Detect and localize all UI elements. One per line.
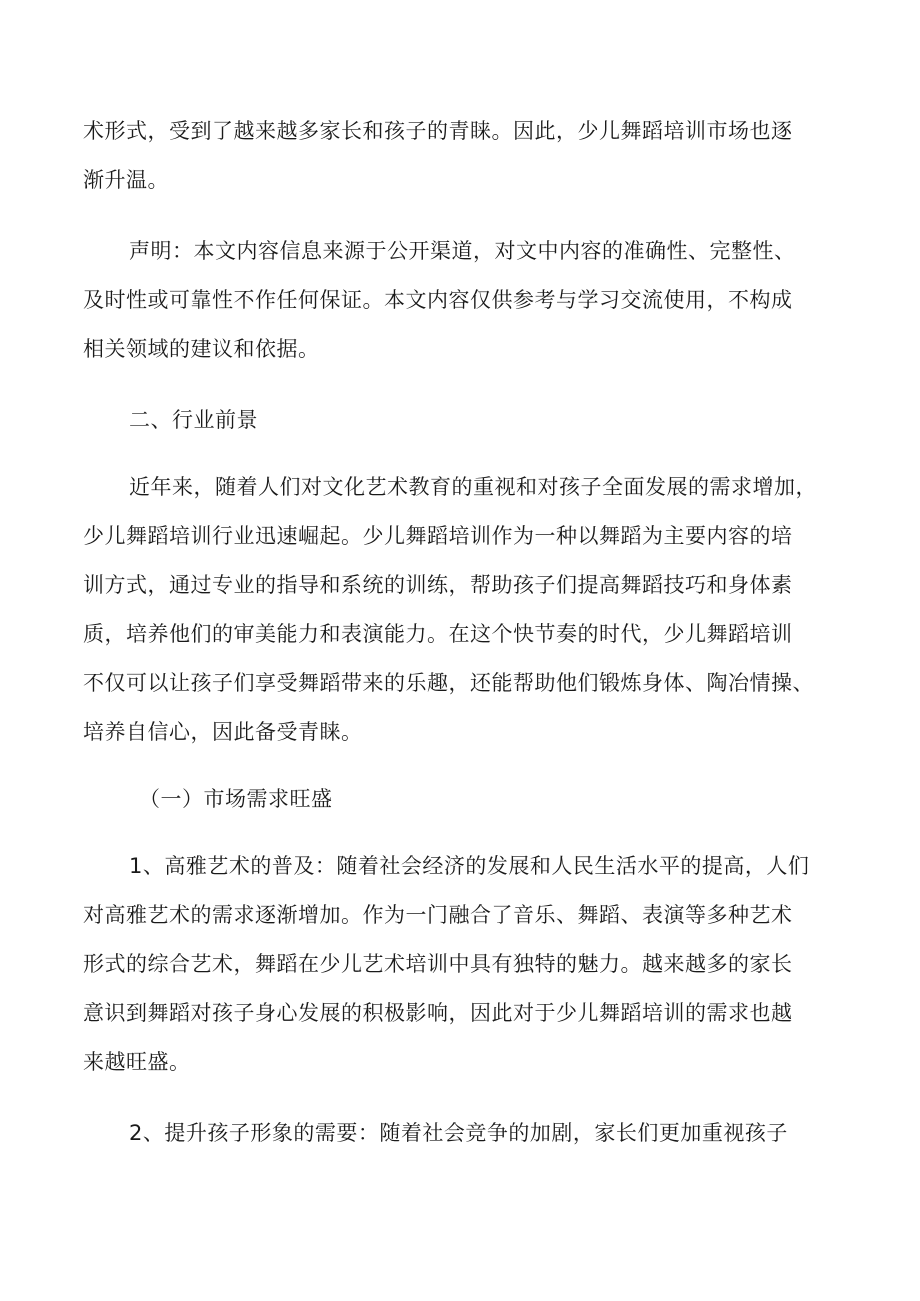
text-line: 声明：本文内容信息来源于公开渠道，对文中内容的准确性、完整性、 — [129, 239, 796, 263]
text-line: 术形式，受到了越来越多家长和孩子的青睐。因此，少儿舞蹈培训市场也逐 — [83, 119, 793, 143]
paragraph-continuation — [83, 107, 837, 205]
text-line: 对高雅艺术的需求逐渐增加。作为一门融合了音乐、舞蹈、表演等多种艺术 — [83, 903, 793, 927]
text-line: 少儿舞蹈培训行业迅速崛起。少儿舞蹈培训作为一种以舞蹈为主要内容的培 — [83, 524, 793, 548]
text-line: 形式的综合艺术，舞蹈在少儿艺术培训中具有独特的魅力。越来越多的家长 — [83, 952, 793, 976]
text-line: 近年来，随着人们对文化艺术教育的重视和对孩子全面发展的需求增加， — [129, 475, 817, 499]
text-line: 1、高雅艺术的普及：随着社会经济的发展和人民生活水平的提高，人们 — [129, 854, 810, 878]
text-line: 意识到舞蹈对孩子身心发展的积极影响，因此对于少儿舞蹈培训的需求也越 — [83, 1001, 793, 1025]
text-line: 训方式，通过专业的指导和系统的训练，帮助孩子们提高舞蹈技巧和身体素 — [83, 573, 793, 597]
text-line: 质，培养他们的审美能力和表演能力。在这个快节奏的时代，少儿舞蹈培训 — [83, 622, 793, 646]
text-line: 来越旺盛。 — [83, 1050, 191, 1074]
market-demand-paragraph-1 — [83, 842, 837, 1087]
document-body — [83, 107, 837, 1158]
heading-text: （一）市场需求旺盛 — [139, 787, 333, 811]
section-heading — [83, 396, 837, 445]
text-line: 培养自信心，因此备受青睐。 — [83, 720, 363, 744]
heading-text: 二、行业前景 — [129, 408, 258, 432]
text-line: 渐升温。 — [83, 168, 169, 192]
text-line: 及时性或可靠性不作任何保证。本文内容仅供参考与学习交流使用，不构成 — [83, 288, 793, 312]
text-line: 2、提升孩子形象的需要：随着社会竞争的加剧，家长们更加重视孩子 — [129, 1121, 788, 1145]
subsection-heading — [83, 775, 837, 824]
disclaimer-paragraph — [83, 227, 837, 374]
text-line: 不仅可以让孩子们享受舞蹈带来的乐趣，还能帮助他们锻炼身体、陶冶情操、 — [83, 671, 814, 695]
market-demand-paragraph-2 — [83, 1109, 837, 1158]
industry-outlook-paragraph — [83, 463, 837, 757]
text-line: 相关领域的建议和依据。 — [83, 337, 320, 361]
